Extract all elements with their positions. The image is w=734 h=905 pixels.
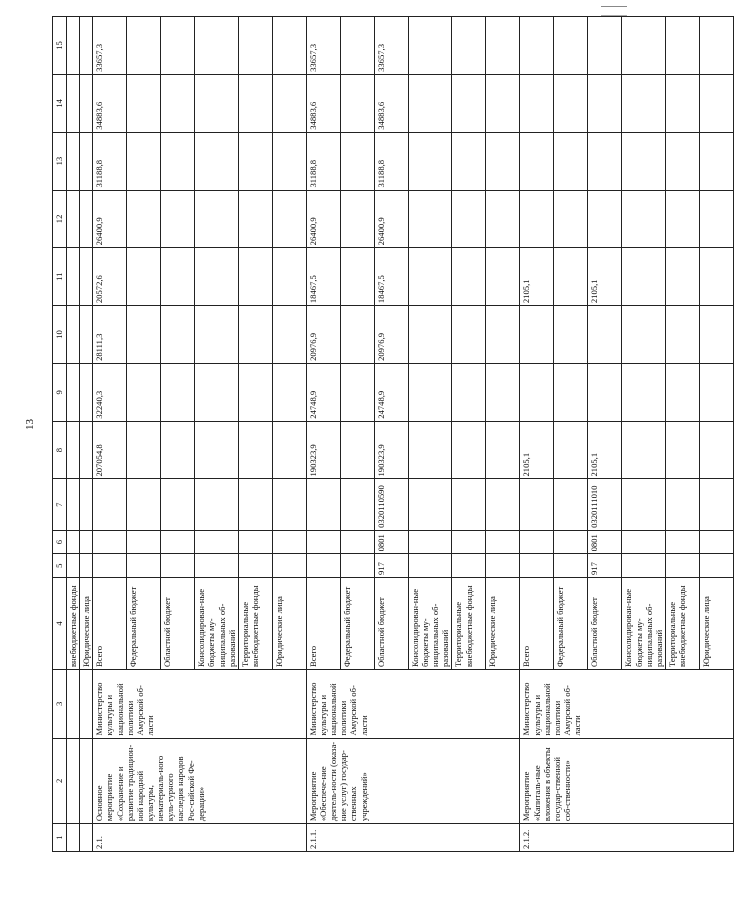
- table-row: [520, 17, 554, 852]
- value-cell: 2105,1: [520, 248, 554, 306]
- value-cell: 0801: [374, 530, 408, 554]
- value-cell: [340, 190, 374, 248]
- empty-cell: [80, 190, 93, 248]
- value-cell: [588, 17, 622, 75]
- value-cell: [622, 306, 666, 364]
- value-cell: [554, 554, 588, 578]
- value-cell: [622, 479, 666, 530]
- value-cell: [340, 132, 374, 190]
- value-cell: [452, 363, 486, 421]
- empty-cell: [67, 530, 80, 554]
- value-cell: [408, 530, 452, 554]
- source-cell: Областной бюджет: [374, 577, 408, 669]
- value-cell: [306, 530, 340, 554]
- value-cell: [486, 530, 520, 554]
- value-cell: [452, 554, 486, 578]
- header-cell: 8: [53, 421, 67, 479]
- value-cell: [272, 17, 306, 75]
- item-name-cell: Основное мероприятие «Сохранение и развитие традицион-ной народной культуры, нематериаль-ного куль-турного наследия народов Рос-сийской Фе-дерации»: [93, 738, 307, 824]
- rotated-table-wrapper: [52, 16, 711, 852]
- source-cell: Юридические лица: [80, 577, 93, 669]
- value-cell: [161, 190, 195, 248]
- value-cell: [340, 17, 374, 75]
- value-cell: [127, 530, 161, 554]
- value-cell: [127, 479, 161, 530]
- source-cell: внебюджетные фонды: [67, 577, 80, 669]
- value-cell: [272, 479, 306, 530]
- value-cell: 26400,9: [306, 190, 340, 248]
- value-cell: [665, 363, 699, 421]
- source-cell: Юридические лица: [699, 577, 733, 669]
- value-cell: [588, 190, 622, 248]
- value-cell: 2105,1: [588, 421, 622, 479]
- empty-cell: [80, 363, 93, 421]
- value-cell: [486, 74, 520, 132]
- value-cell: [665, 421, 699, 479]
- table-row: [306, 17, 340, 852]
- corner-mark: [601, 6, 627, 16]
- value-cell: 24748,9: [306, 363, 340, 421]
- value-cell: [665, 132, 699, 190]
- value-cell: 33657,3: [374, 17, 408, 75]
- empty-cell: [67, 17, 80, 75]
- value-cell: [486, 248, 520, 306]
- value-cell: [340, 421, 374, 479]
- empty-cell: [67, 190, 80, 248]
- header-cell: 13: [53, 132, 67, 190]
- value-cell: [272, 421, 306, 479]
- value-cell: [161, 74, 195, 132]
- value-cell: [161, 554, 195, 578]
- empty-cell: [80, 306, 93, 364]
- source-cell: Консолидирован-ные бюджеты му-ниципальных об-разований: [195, 577, 239, 669]
- empty-cell: [80, 554, 93, 578]
- item-name-cell: Мероприятие «Обеспече-ние деятель-ности (оказа-ние услуг) государ-ственных учреждений»: [306, 738, 520, 824]
- empty-cell: [80, 824, 93, 852]
- source-cell: Областной бюджет: [588, 577, 622, 669]
- value-cell: [452, 530, 486, 554]
- value-cell: [699, 530, 733, 554]
- value-cell: [127, 74, 161, 132]
- value-cell: [408, 74, 452, 132]
- value-cell: [272, 363, 306, 421]
- value-cell: [272, 248, 306, 306]
- value-cell: 26400,9: [93, 190, 127, 248]
- value-cell: 26400,9: [374, 190, 408, 248]
- header-cell: 11: [53, 248, 67, 306]
- value-cell: [161, 132, 195, 190]
- value-cell: [408, 479, 452, 530]
- value-cell: [665, 190, 699, 248]
- value-cell: 24748,9: [374, 363, 408, 421]
- value-cell: [127, 132, 161, 190]
- value-cell: [554, 248, 588, 306]
- value-cell: [554, 421, 588, 479]
- value-cell: [588, 132, 622, 190]
- value-cell: [127, 421, 161, 479]
- value-cell: [452, 74, 486, 132]
- empty-cell: [80, 421, 93, 479]
- value-cell: [452, 132, 486, 190]
- empty-cell: [80, 530, 93, 554]
- value-cell: [699, 248, 733, 306]
- value-cell: 18467,5: [374, 248, 408, 306]
- value-cell: 190323,9: [374, 421, 408, 479]
- value-cell: [520, 17, 554, 75]
- value-cell: 0320111010: [588, 479, 622, 530]
- empty-cell: [80, 74, 93, 132]
- value-cell: [699, 132, 733, 190]
- value-cell: [161, 17, 195, 75]
- value-cell: [238, 132, 272, 190]
- header-cell: 10: [53, 306, 67, 364]
- value-cell: [195, 421, 239, 479]
- value-cell: [452, 306, 486, 364]
- value-cell: [93, 479, 127, 530]
- value-cell: [699, 190, 733, 248]
- empty-cell: [80, 248, 93, 306]
- value-cell: [486, 190, 520, 248]
- value-cell: [520, 530, 554, 554]
- value-cell: [622, 248, 666, 306]
- value-cell: 18467,5: [306, 248, 340, 306]
- value-cell: 190323,9: [306, 421, 340, 479]
- value-cell: [161, 479, 195, 530]
- value-cell: [127, 248, 161, 306]
- value-cell: [161, 363, 195, 421]
- value-cell: [195, 190, 239, 248]
- value-cell: [238, 17, 272, 75]
- source-cell: Всего: [520, 577, 554, 669]
- value-cell: [554, 74, 588, 132]
- value-cell: [622, 17, 666, 75]
- value-cell: 33657,3: [306, 17, 340, 75]
- value-cell: [554, 132, 588, 190]
- value-cell: [486, 421, 520, 479]
- value-cell: [554, 17, 588, 75]
- value-cell: [93, 530, 127, 554]
- value-cell: [195, 306, 239, 364]
- value-cell: [486, 363, 520, 421]
- value-cell: [665, 306, 699, 364]
- source-cell: Федеральный бюджет: [554, 577, 588, 669]
- empty-cell: [67, 74, 80, 132]
- value-cell: [272, 306, 306, 364]
- value-cell: [622, 421, 666, 479]
- value-cell: [699, 74, 733, 132]
- value-cell: [520, 190, 554, 248]
- value-cell: [408, 554, 452, 578]
- executor-cell: Министерство культуры и национальной политики Амурской об-ласти: [93, 670, 307, 739]
- value-cell: [161, 306, 195, 364]
- value-cell: 207054,8: [93, 421, 127, 479]
- source-cell: Консолидирован-ные бюджеты му-ниципальных об-разований: [408, 577, 452, 669]
- value-cell: [554, 306, 588, 364]
- empty-cell: [67, 306, 80, 364]
- item-code-cell: 2.1.: [93, 824, 307, 852]
- value-cell: [306, 479, 340, 530]
- value-cell: [127, 190, 161, 248]
- value-cell: [93, 554, 127, 578]
- value-cell: [554, 363, 588, 421]
- value-cell: [195, 479, 239, 530]
- value-cell: [622, 132, 666, 190]
- value-cell: [238, 363, 272, 421]
- value-cell: [195, 530, 239, 554]
- header-cell: 2: [53, 738, 67, 824]
- table-body: [53, 17, 734, 852]
- value-cell: [520, 132, 554, 190]
- value-cell: [272, 190, 306, 248]
- value-cell: [238, 421, 272, 479]
- value-cell: [665, 479, 699, 530]
- value-cell: 20572,6: [93, 248, 127, 306]
- empty-cell: [67, 824, 80, 852]
- value-cell: [340, 479, 374, 530]
- value-cell: [588, 74, 622, 132]
- value-cell: 917: [588, 554, 622, 578]
- empty-cell: [67, 132, 80, 190]
- value-cell: [486, 132, 520, 190]
- value-cell: [665, 530, 699, 554]
- value-cell: [622, 530, 666, 554]
- value-cell: [272, 132, 306, 190]
- header-cell: 15: [53, 17, 67, 75]
- empty-cell: [80, 738, 93, 824]
- value-cell: [486, 17, 520, 75]
- value-cell: [452, 479, 486, 530]
- header-cell: 12: [53, 190, 67, 248]
- value-cell: [665, 74, 699, 132]
- empty-cell: [67, 738, 80, 824]
- value-cell: [408, 363, 452, 421]
- value-cell: [588, 306, 622, 364]
- value-cell: [408, 132, 452, 190]
- table-row: [93, 17, 127, 852]
- value-cell: [408, 248, 452, 306]
- value-cell: [238, 479, 272, 530]
- value-cell: [340, 74, 374, 132]
- value-cell: [340, 530, 374, 554]
- header-cell: 9: [53, 363, 67, 421]
- value-cell: [306, 554, 340, 578]
- header-cell: 3: [53, 670, 67, 739]
- header-cell: 5: [53, 554, 67, 578]
- page-number: 13: [24, 419, 36, 430]
- header-cell: 1: [53, 824, 67, 852]
- value-cell: 2105,1: [588, 248, 622, 306]
- value-cell: [699, 479, 733, 530]
- header-cell: 14: [53, 74, 67, 132]
- value-cell: [272, 74, 306, 132]
- value-cell: 917: [374, 554, 408, 578]
- value-cell: [699, 554, 733, 578]
- empty-cell: [67, 421, 80, 479]
- value-cell: [238, 306, 272, 364]
- value-cell: [622, 74, 666, 132]
- empty-cell: [67, 670, 80, 739]
- value-cell: 0320110590: [374, 479, 408, 530]
- source-cell: Юридические лица: [272, 577, 306, 669]
- value-cell: [699, 306, 733, 364]
- value-cell: [665, 554, 699, 578]
- source-cell: Юридические лица: [486, 577, 520, 669]
- value-cell: [272, 530, 306, 554]
- executor-cell: Министерство культуры и национальной политики Амурской об-ласти: [306, 670, 520, 739]
- item-code-cell: 2.1.2.: [520, 824, 734, 852]
- value-cell: [554, 530, 588, 554]
- value-cell: [622, 190, 666, 248]
- value-cell: [699, 17, 733, 75]
- value-cell: [699, 421, 733, 479]
- source-cell: Всего: [306, 577, 340, 669]
- empty-cell: [80, 17, 93, 75]
- value-cell: 20976,9: [374, 306, 408, 364]
- value-cell: [452, 248, 486, 306]
- value-cell: 31188,8: [306, 132, 340, 190]
- value-cell: [622, 363, 666, 421]
- value-cell: [127, 306, 161, 364]
- value-cell: 28111,3: [93, 306, 127, 364]
- table-row: [67, 17, 80, 852]
- source-cell: Территориальные внебюджетные фонды: [238, 577, 272, 669]
- value-cell: [665, 17, 699, 75]
- value-cell: [554, 190, 588, 248]
- source-cell: Консолидирован-ные бюджеты му-ниципальных об-разований: [622, 577, 666, 669]
- value-cell: [195, 554, 239, 578]
- header-cell: 6: [53, 530, 67, 554]
- source-cell: Территориальные внебюджетные фонды: [452, 577, 486, 669]
- item-code-cell: 2.1.1.: [306, 824, 520, 852]
- value-cell: [195, 363, 239, 421]
- value-cell: 33657,3: [93, 17, 127, 75]
- empty-cell: [80, 479, 93, 530]
- value-cell: 31188,8: [374, 132, 408, 190]
- value-cell: [161, 421, 195, 479]
- value-cell: [161, 530, 195, 554]
- value-cell: [486, 479, 520, 530]
- value-cell: 2105,1: [520, 421, 554, 479]
- value-cell: 0801: [588, 530, 622, 554]
- value-cell: [520, 479, 554, 530]
- value-cell: [520, 74, 554, 132]
- source-cell: Территориальные внебюджетные фонды: [665, 577, 699, 669]
- value-cell: 32240,3: [93, 363, 127, 421]
- source-cell: Федеральный бюджет: [127, 577, 161, 669]
- value-cell: [238, 554, 272, 578]
- value-cell: 31188,8: [93, 132, 127, 190]
- value-cell: [665, 248, 699, 306]
- value-cell: 20976,9: [306, 306, 340, 364]
- value-cell: [486, 306, 520, 364]
- value-cell: 34883,6: [93, 74, 127, 132]
- empty-cell: [67, 363, 80, 421]
- value-cell: [238, 248, 272, 306]
- source-cell: Областной бюджет: [161, 577, 195, 669]
- value-cell: [486, 554, 520, 578]
- budget-table: [52, 16, 734, 852]
- value-cell: [340, 248, 374, 306]
- value-cell: [699, 363, 733, 421]
- value-cell: [127, 17, 161, 75]
- value-cell: [195, 74, 239, 132]
- value-cell: [622, 554, 666, 578]
- value-cell: [452, 190, 486, 248]
- value-cell: [127, 363, 161, 421]
- header-cell: 4: [53, 577, 67, 669]
- empty-cell: [67, 554, 80, 578]
- value-cell: [195, 17, 239, 75]
- empty-cell: [80, 132, 93, 190]
- empty-cell: [67, 479, 80, 530]
- source-cell: Федеральный бюджет: [340, 577, 374, 669]
- empty-cell: [67, 248, 80, 306]
- header-cell: 7: [53, 479, 67, 530]
- table-row: [80, 17, 93, 852]
- value-cell: [161, 248, 195, 306]
- value-cell: [520, 554, 554, 578]
- value-cell: 34883,6: [306, 74, 340, 132]
- empty-cell: [80, 670, 93, 739]
- value-cell: [408, 306, 452, 364]
- value-cell: [127, 554, 161, 578]
- value-cell: [520, 363, 554, 421]
- header-row: [53, 17, 67, 852]
- value-cell: [452, 17, 486, 75]
- value-cell: [238, 190, 272, 248]
- value-cell: [452, 421, 486, 479]
- value-cell: [520, 306, 554, 364]
- value-cell: [554, 479, 588, 530]
- value-cell: [340, 363, 374, 421]
- value-cell: [272, 554, 306, 578]
- executor-cell: Министерство культуры и национальной политики Амурской об-ласти: [520, 670, 734, 739]
- value-cell: [340, 554, 374, 578]
- value-cell: [238, 530, 272, 554]
- value-cell: [408, 17, 452, 75]
- value-cell: [238, 74, 272, 132]
- value-cell: [195, 248, 239, 306]
- value-cell: 34883,6: [374, 74, 408, 132]
- value-cell: [588, 363, 622, 421]
- value-cell: [408, 190, 452, 248]
- item-name-cell: Мероприятие «Капиталь-ные вложения в объекты государ-ственной соб-ственности»: [520, 738, 734, 824]
- value-cell: [340, 306, 374, 364]
- source-cell: Всего: [93, 577, 127, 669]
- value-cell: [195, 132, 239, 190]
- value-cell: [408, 421, 452, 479]
